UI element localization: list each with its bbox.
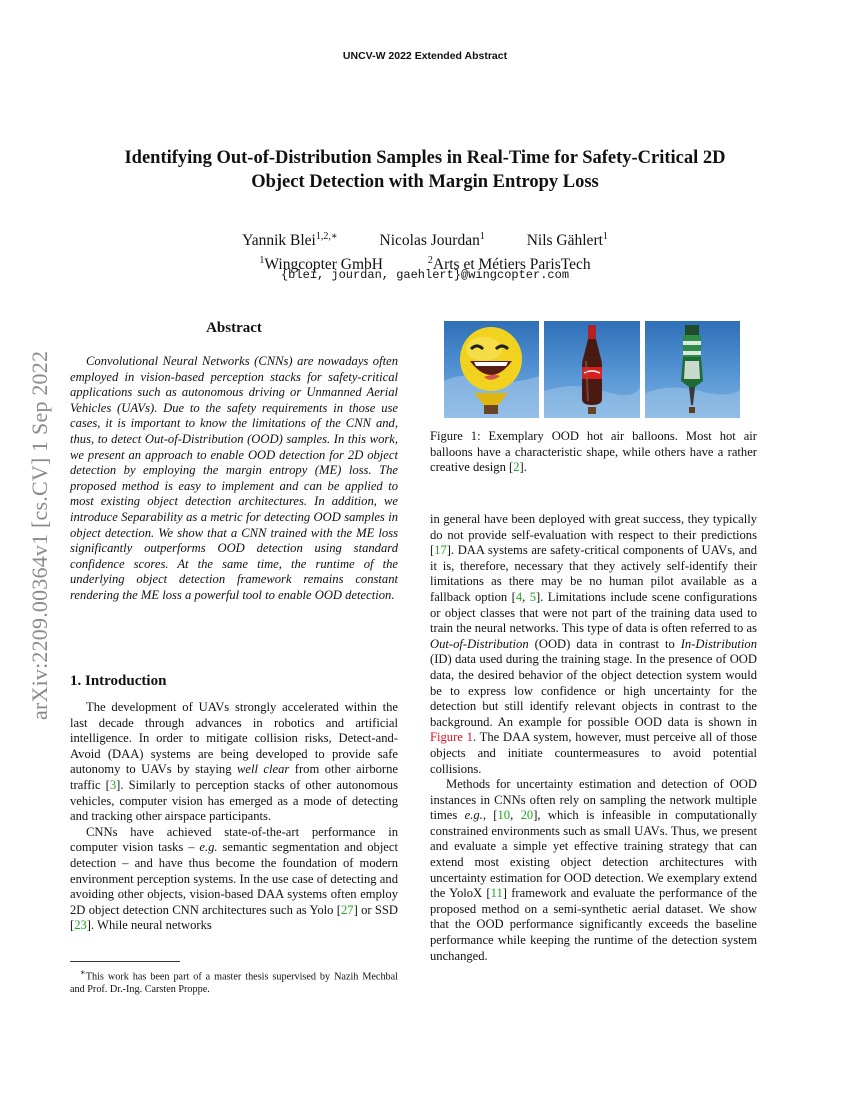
affiliation: $^1$Wingcopter GmbH: [259, 255, 383, 274]
right-paragraph-2: Methods for uncertainty estimation and detection of OOD instances in CNNs often rely on sampling the network multiple times e.g., [10, 20], which is infeasible in computationally constrained environments such as small UAVs. Thus, we present and evaluate a simple yet effective training strategy that can extend most existing object detection architectures with uncertainty estimation for OOD detection. We exemplary extend the YoloX [11] framework and evaluate the performance of the proposed method on a semi-synthetic aerial dataset. We show that the OOD performance significantly exceeds the baseline performance while keeping the runtime of the detection system unchanged.: [430, 777, 757, 963]
intro-paragraph-2: CNNs have achieved state-of-the-art performance in computer vision tasks – e.g. semantic segmentation and object detection – and have thus become the foundation of modern environment perception systems. In the use case of detecting and avoiding other objects, vision-based DAA systems often employ 2D object detection CNN architectures such as Yolo [27] or SSD [23]. While neural networks: [70, 824, 398, 933]
title-line-1: Identifying Out-of-Distribution Samples in Real-Time for Safety-Critical 2D: [124, 148, 726, 168]
figure-image-bottle-balloon: [544, 321, 639, 418]
conference-header: UNCV-W 2022 Extended Abstract: [342, 50, 508, 62]
figure-reference-link[interactable]: Figure 1: [430, 730, 473, 745]
right-paragraph-1: in general have been deployed with great success, they typically do not provide self-evaluation with respect to their predictions [17]. DAA systems are safety-critical components of UAVs, and it is, therefore, necessary that they actively self-identify their limitations as there may be no human pilot available as a fallback option [4, 5]. Limitations include scene configurations or object classes that were not part of the training data used to train the neural networks. This type of data is often referred to as Out-of-Distribution (OOD) data in contrast to In-Distribution (ID) data used during the training stage. In the presence of OOD data, the desired behavior of the object detection system would be to express low confidence or high uncertainty for the detection but still identify relevant objects in contrast to the background. An example for possible OOD data is shown in Figure 1. The DAA system, however, must perceive all of those objects and initiate countermeasures to avoid potential collisions.: [430, 512, 758, 776]
author-emails: {blei, jourdan, gaehlert}@wingcopter.com: [280, 268, 570, 282]
citation-link[interactable]: 11: [490, 886, 503, 901]
citation-link[interactable]: 5: [529, 589, 537, 604]
citation-link[interactable]: 4: [515, 589, 523, 604]
footnote-rule: [70, 961, 180, 962]
figure-label: Figure 1:: [430, 429, 481, 443]
citation-link[interactable]: 20: [520, 808, 534, 823]
figure-1-images: [444, 321, 740, 418]
arxiv-stamp: arXiv:2209.00364v1 [cs.CV] 1 Sep 2022: [27, 350, 52, 720]
abstract-heading: Abstract: [206, 320, 262, 336]
section-heading-introduction: 1. Introduction: [70, 673, 167, 689]
citation-link[interactable]: 10: [497, 808, 511, 823]
author-names: [0, 227, 850, 251]
figure-image-smiley-balloon: [444, 321, 539, 418]
title-line-2: Object Detection with Margin Entropy Loss: [251, 172, 599, 192]
figure-image-green-bottle-balloon: [645, 321, 740, 418]
green-bottle-balloon-icon: [645, 321, 740, 418]
smiley-balloon-icon: [444, 321, 539, 418]
citation-link[interactable]: 17: [434, 543, 447, 558]
abstract-paragraph: Convolutional Neural Networks (CNNs) are nowadays often employed in vision-based perception stacks for safety-critical applications such as autonomous driving or Unmanned Aerial Vehicles (UAVs). Due to the safety requirements in those use cases, it is important to know the limitations of the CNN and, thus, to detect Out-of-Distribution (OOD) samples. In this work, we present an approach to enable OOD detection for 2D object detection by employing the margin entropy (ME) loss. The proposed method is easy to implement and can be applied to most existing object detection architectures. In addition, we introduce Separability as a metric for detecting OOD samples in object detection. We show that a CNN trained with the ME loss significantly outperforms OOD detection using standard confidence scores. At the same time, the runtime of the underlying object detection framework remains constant rendering the ME loss a powerful tool to enable OOD detection.: [70, 354, 398, 602]
bottle-balloon-icon: [544, 321, 639, 418]
footnote: ∗This work has been part of a master thesis supervised by Nazih Mechbal and Prof. Dr.-Ing. Carsten Proppe.: [70, 967, 398, 996]
author: Nils Gählert$^1$: [526, 231, 608, 250]
right-column-text: [430, 512, 757, 964]
abstract-text: [70, 354, 398, 604]
citation-link[interactable]: 23: [74, 918, 87, 933]
citation-link[interactable]: 2: [513, 460, 520, 475]
author: Nicolas Jourdan$^1$: [379, 231, 485, 250]
author: Yannik Blei$^{1,2,∗}$: [242, 231, 338, 250]
figure-1-caption: Figure 1: Exemplary OOD hot air balloons. Most hot air balloons have a characteristic shape, while others have a rather creative design [2].: [430, 429, 757, 475]
introduction-text: [70, 700, 398, 934]
citation-link[interactable]: 3: [109, 777, 117, 792]
intro-paragraph-1: The development of UAVs strongly accelerated within the last decade through advances in robotics and artificial intelligence. In order to mitigate collision risks, Detect-and-Avoid (DAA) systems are being developed to provide safe autonomy to UAVs by staying well clear from other airborne traffic [3]. Similarly to perception stacks of other autonomous vehicles, computer vision has emerged as a mode of detecting and tracking other airspace participants.: [70, 700, 399, 824]
citation-link[interactable]: 27: [340, 902, 354, 917]
paper-title: [60, 146, 790, 194]
affiliation: $^2$Arts et Métiers ParisTech: [427, 255, 591, 274]
